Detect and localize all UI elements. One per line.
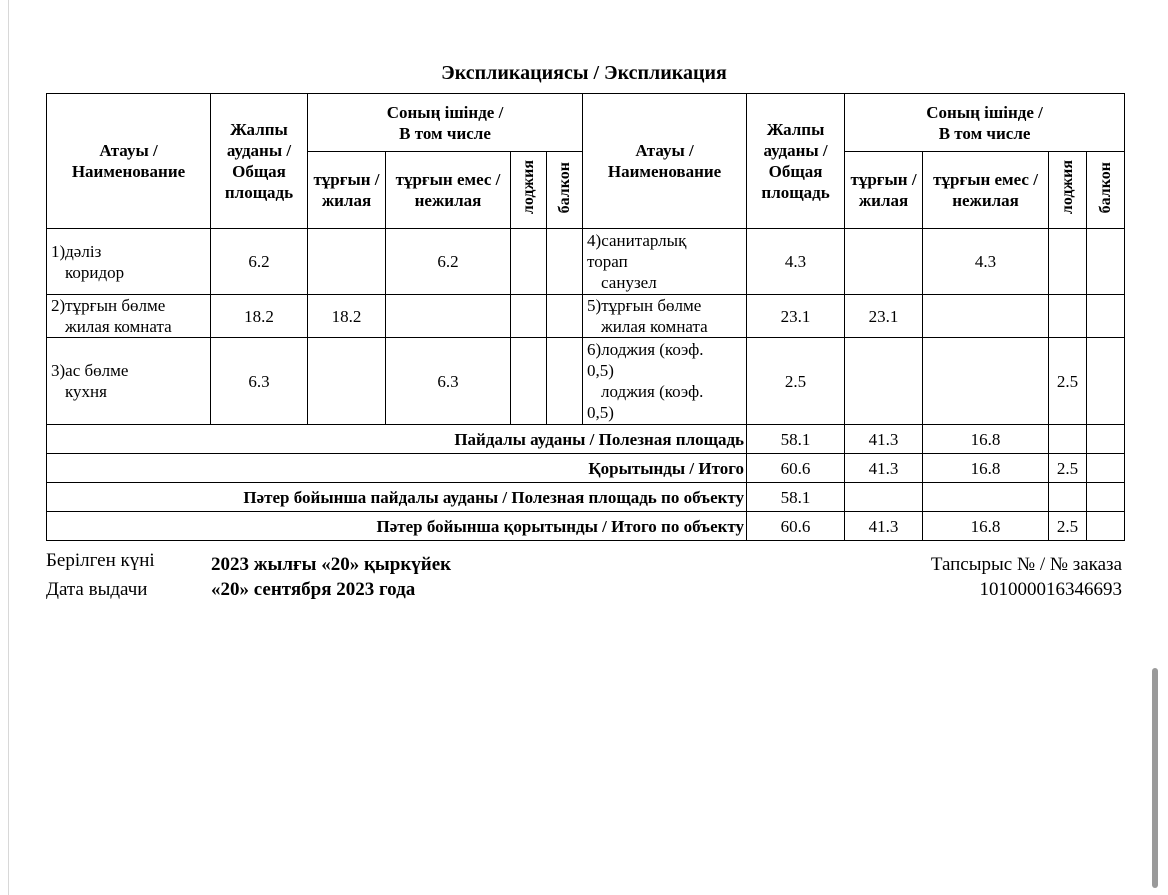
total-area-cell: 23.1: [747, 295, 845, 338]
order-number: 101000016346693: [979, 579, 1122, 600]
balcony-cell: [1087, 295, 1125, 338]
summary-balcony-cell: [1087, 483, 1125, 512]
header-total-left: Жалпы ауданы / Общая площадь: [211, 94, 308, 229]
header-name-left: Атауы / Наименование: [47, 94, 211, 229]
table-row: [47, 295, 1125, 338]
total-area-cell: 4.3: [747, 229, 845, 295]
summary-label: Пәтер бойынша пайдалы ауданы / Полезная площадь по объекту: [47, 483, 747, 512]
loggia-cell: [511, 338, 547, 425]
summary-row-object-total: [47, 512, 1125, 541]
explication-table: [46, 93, 1125, 541]
living-area-cell: [845, 338, 923, 425]
non-living-area-cell: 6.2: [386, 229, 511, 295]
summary-total-cell: 58.1: [747, 425, 845, 454]
total-area-cell: 2.5: [747, 338, 845, 425]
living-area-cell: 23.1: [845, 295, 923, 338]
total-area-cell: 6.3: [211, 338, 308, 425]
header-total-right: Жалпы ауданы / Общая площадь: [747, 94, 845, 229]
summary-living-cell: 41.3: [845, 425, 923, 454]
living-area-cell: [845, 229, 923, 295]
header-including-right: Соның ішінде / В том числе: [845, 94, 1125, 152]
summary-non-living-cell: [923, 483, 1049, 512]
header-row-1: [47, 94, 1125, 152]
non-living-area-cell: [923, 295, 1049, 338]
document-title: Экспликациясы / Экспликация: [441, 62, 727, 84]
summary-loggia-cell: [1049, 425, 1087, 454]
header-name-right: Атауы / Наименование: [583, 94, 747, 229]
vertical-scrollbar[interactable]: [1152, 668, 1158, 888]
summary-balcony-cell: [1087, 512, 1125, 541]
balcony-cell: [547, 229, 583, 295]
room-name-cell: 3)ас бөлме кухня: [47, 338, 211, 425]
room-name-cell: 2)тұрғын бөлме жилая комната: [47, 295, 211, 338]
non-living-area-cell: 4.3: [923, 229, 1049, 295]
summary-label: Қорытынды / Итого: [47, 454, 747, 483]
header-non-living-right: тұрғын емес / нежилая: [923, 152, 1049, 229]
summary-living-cell: 41.3: [845, 454, 923, 483]
summary-total-cell: 60.6: [747, 454, 845, 483]
summary-non-living-cell: 16.8: [923, 512, 1049, 541]
summary-label: Пайдалы ауданы / Полезная площадь: [47, 425, 747, 454]
balcony-cell: [1087, 338, 1125, 425]
non-living-area-cell: [386, 295, 511, 338]
issue-date-ru: «20» сентября 2023 года: [211, 579, 416, 600]
summary-living-cell: 41.3: [845, 512, 923, 541]
header-living-right: тұрғын / жилая: [845, 152, 923, 229]
summary-loggia-cell: 2.5: [1049, 454, 1087, 483]
balcony-cell: [1087, 229, 1125, 295]
header-loggia-left: лоджия: [511, 152, 547, 229]
header-non-living-left: тұрғын емес / нежилая: [386, 152, 511, 229]
loggia-cell: [511, 295, 547, 338]
room-name-cell: 6)лоджия (коэф. 0,5) лоджия (коэф. 0,5): [583, 338, 747, 425]
balcony-cell: [547, 338, 583, 425]
header-loggia-right: лоджия: [1049, 152, 1087, 229]
summary-balcony-cell: [1087, 454, 1125, 483]
non-living-area-cell: 6.3: [386, 338, 511, 425]
summary-row-total: [47, 454, 1125, 483]
order-number-label: Тапсырыс № / № заказа: [930, 554, 1122, 575]
summary-label: Пәтер бойынша қорытынды / Итого по объекту: [47, 512, 747, 541]
non-living-area-cell: [923, 338, 1049, 425]
summary-non-living-cell: 16.8: [923, 425, 1049, 454]
table-row: [47, 229, 1125, 295]
issue-date-label-ru: Дата выдачи: [46, 579, 148, 600]
total-area-cell: 18.2: [211, 295, 308, 338]
table-row: [47, 338, 1125, 425]
room-name-cell: 5)тұрғын бөлме жилая комната: [583, 295, 747, 338]
loggia-cell: [1049, 229, 1087, 295]
issue-date-label-kz: Берілген күні: [46, 550, 155, 571]
balcony-cell: [547, 295, 583, 338]
header-balcony-right: балкон: [1087, 152, 1125, 229]
room-name-cell: 4)санитарлық торап санузел: [583, 229, 747, 295]
living-area-cell: [308, 338, 386, 425]
summary-loggia-cell: 2.5: [1049, 512, 1087, 541]
summary-balcony-cell: [1087, 425, 1125, 454]
room-name-cell: 1)дәліз коридор: [47, 229, 211, 295]
summary-total-cell: 58.1: [747, 483, 845, 512]
living-area-cell: [308, 229, 386, 295]
summary-living-cell: [845, 483, 923, 512]
header-including-left: Соның ішінде / В том числе: [308, 94, 583, 152]
summary-total-cell: 60.6: [747, 512, 845, 541]
header-living-left: тұрғын / жилая: [308, 152, 386, 229]
summary-row-useful-area: [47, 425, 1125, 454]
issue-date-kz: 2023 жылғы «20» қыркүйек: [211, 554, 452, 575]
summary-row-object-useful-area: [47, 483, 1125, 512]
loggia-cell: [1049, 295, 1087, 338]
header-balcony-left: балкон: [547, 152, 583, 229]
summary-non-living-cell: 16.8: [923, 454, 1049, 483]
total-area-cell: 6.2: [211, 229, 308, 295]
page-edge-divider: [8, 0, 9, 895]
summary-loggia-cell: [1049, 483, 1087, 512]
loggia-cell: [511, 229, 547, 295]
loggia-cell: 2.5: [1049, 338, 1087, 425]
living-area-cell: 18.2: [308, 295, 386, 338]
